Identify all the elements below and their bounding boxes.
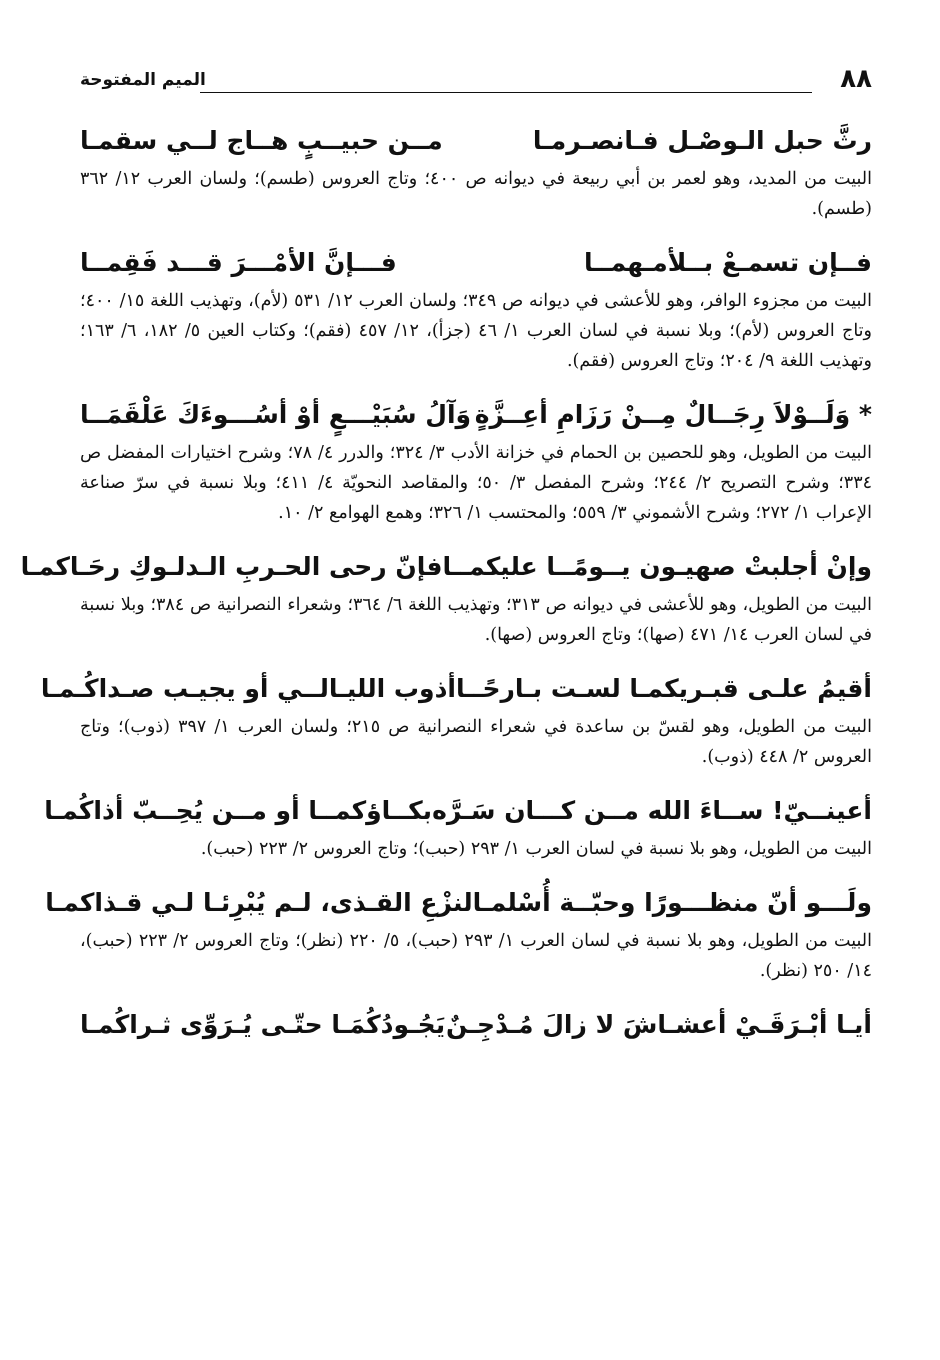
- second-hemistich: بكــاؤكمــا أو مــن يُحِــبّ أذاكُمـا: [44, 796, 433, 825]
- first-hemistich: أقيمُ علـى قبـريكمـا لسـت بـارحًــا: [455, 674, 872, 703]
- verse-entry: [80, 118, 872, 224]
- page-header: [80, 62, 872, 106]
- first-hemistich: رثَّ حبل الـوصْـل فـانصـرمـا: [532, 126, 872, 155]
- verse-entry: [80, 1002, 872, 1048]
- first-hemistich: ولَـــو أنّ منظـــورًا وحبّــة أُسْلمـا: [472, 888, 872, 917]
- verse-annotation: البيت من الطويل، وهو للحصين بن الحمام في خزانة الأدب ٣/ ٣٢٤؛ والدرر ٤/ ٧٨؛ وشرح اختيارات المفضل ص ٣٣٤؛ وشرح التصريح ٢/ ٢٤٤؛ وشرح المفصل ٣/ ٥٠؛ والمقاصد النحويّة ٤/ ٤١١؛ وبلا نسبة في سرّ صناعة الإعراب ١/ ٢٧٢؛ وشرح الأشموني ٣/ ٥٥٩؛ والمحتسب ١/ ٣٢٦؛ وهمع الهوامع ٢/ ١٠.: [80, 443, 872, 523]
- first-hemistich: أعينــيّ! ســاءَ الله مــن كـــان سَـرَّه: [432, 796, 872, 825]
- verse: [80, 240, 872, 286]
- page-content: [20, 118, 873, 1048]
- verse: [45, 880, 872, 926]
- second-hemistich: وَآلُ سُبَيْـــعٍ أوْ أسُـــوءَكَ عَلْقَمَــا: [80, 400, 472, 429]
- verse-annotation: البيت من المديد، وهو لعمر بن أبي ربيعة في ديوانه ص ٤٠٠؛ وتاج العروس (طسم)؛ ولسان العرب ١٢/ ٣٦٢ (طسم).: [80, 169, 872, 219]
- second-hemistich: فـــإنَّ الأمْـــرَ قـــد فَقِمــا: [80, 248, 397, 277]
- verse-entry: [80, 392, 872, 528]
- verse: [40, 666, 872, 712]
- first-hemistich: أيـا أبْـرَقَـيْ أعشـاشَ لا زالَ مُـدْجِـنٌ: [446, 1010, 872, 1039]
- verse: [80, 392, 872, 438]
- second-hemistich: أذوب الليـالــي أو يجيـب صـداكُـمـا: [40, 674, 456, 703]
- second-hemistich: مــن حبيــبٍ هــاج لــي سقمـا: [80, 126, 443, 155]
- page-number: ٨٨: [840, 64, 872, 94]
- verse-entry: [80, 240, 872, 376]
- verse: [20, 544, 872, 590]
- verse-entry: [44, 788, 872, 864]
- header-rule: [200, 92, 812, 93]
- verse-entry: [45, 880, 873, 986]
- second-hemistich: فإنّ رحى الحـربِ الـدلـوكِ رحَـاكمـا: [20, 552, 443, 581]
- verse: [80, 1002, 872, 1048]
- second-hemistich: لنزْعِ القـذى، لـم يُبْرِئـا لـي قـذاكمـا: [45, 888, 473, 917]
- first-hemistich: * وَلَــوْلاَ رِجَــالٌ مِــنْ رَزَامِ أعِــزَّةٍ: [474, 400, 872, 429]
- verse-annotation: البيت من الطويل، وهو بلا نسبة في لسان العرب ١/ ٢٩٣ (حبب)؛ وتاج العروس ٢/ ٢٢٣ (حبب).: [200, 839, 872, 859]
- verse: [80, 118, 872, 164]
- verse-annotation: البيت من الطويل، وهو لقسّ بن ساعدة في شعراء النصرانية ص ٢١٥؛ ولسان العرب ١/ ٣٩٧ (ذوب)؛ وتاج العروس ٢/ ٤٤٨ (ذوب).: [80, 717, 872, 767]
- verse-annotation: البيت من الطويل، وهو بلا نسبة في لسان العرب ١/ ٢٩٣ (حبب)، ٥/ ٢٢٠ (نظر)؛ وتاج العروس ٢/ ٢٢٣ (حبب)، ١٤/ ٢٥٠ (نظر).: [80, 931, 873, 981]
- first-hemistich: وإنْ أجلبتْ صهيـون يــومًــا عليكمــا: [442, 552, 872, 581]
- verse-annotation: البيت من الطويل، وهو للأعشى في ديوانه ص ٣١٣؛ وتهذيب اللغة ٦/ ٣٦٤؛ وشعراء النصرانية ص ٣٨٤؛ وبلا نسبة في لسان العرب ١٤/ ٤٧١ (صها)؛ وتاج العروس (صها).: [80, 595, 872, 645]
- second-hemistich: يَجُـودُكُمَـا حتّـى يُـرَوِّى ثـراكُمـا: [80, 1010, 446, 1039]
- verse: [44, 788, 872, 834]
- verse-entry: [20, 544, 872, 650]
- verse-annotation: البيت من مجزوء الوافر، وهو للأعشى في ديوانه ص ٣٤٩؛ ولسان العرب ١٢/ ٥٣١ (لأم)، وتهذيب اللغة ١٥/ ٤٠٠؛ وتاج العروس (لأم)؛ وبلا نسبة في لسان العرب ١/ ٤٦ (جزأ)، ١٢/ ٤٥٧ (فقم)؛ وكتاب العين ٥/ ١٨٢، ٦/ ١٦٣؛ وتهذيب اللغة ٩/ ٢٠٤؛ وتاج العروس (فقم).: [80, 291, 872, 371]
- running-title: الميم المفتوحة: [80, 70, 206, 90]
- first-hemistich: فــإن تسمـعْ بــلأمـهمــا: [583, 248, 872, 277]
- verse-entry: [40, 666, 872, 772]
